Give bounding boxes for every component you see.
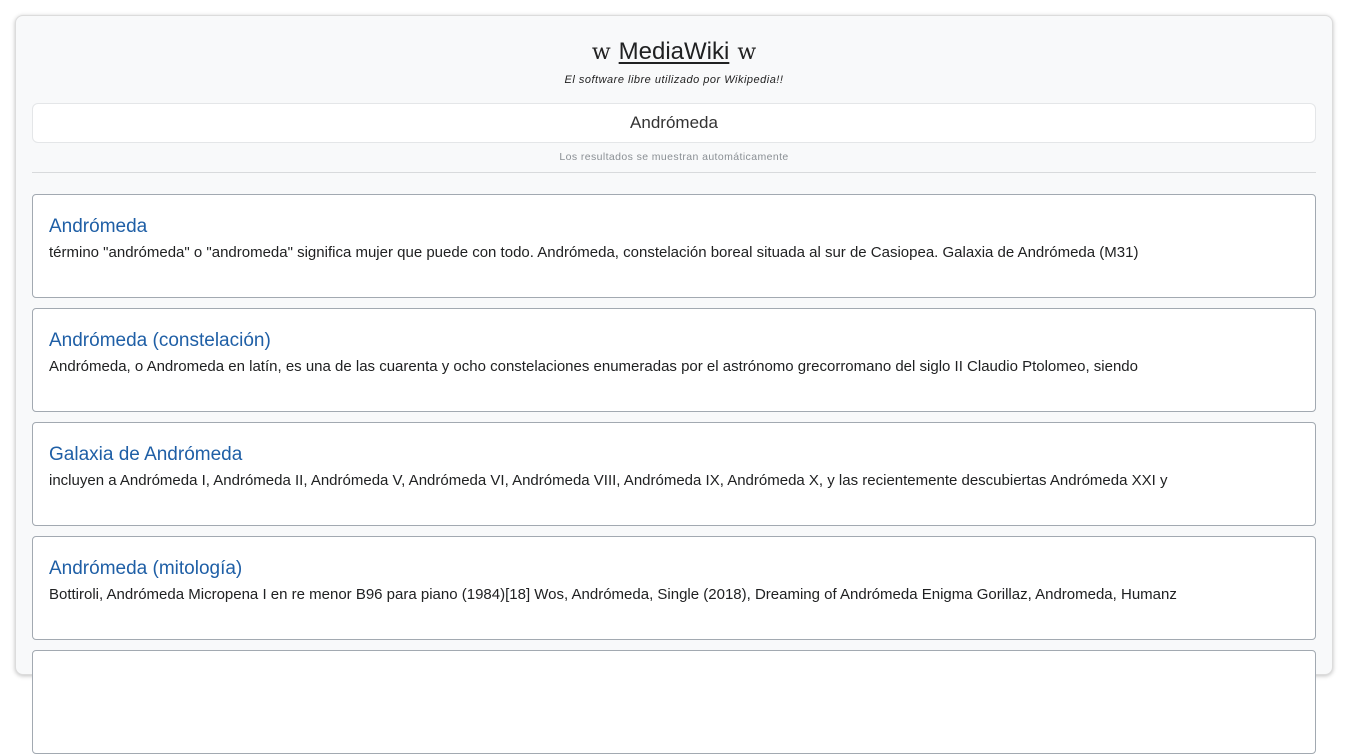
result-snippet: incluyen a Andrómeda I, Andrómeda II, Andrómeda V, Andrómeda VI, Andrómeda VIII, Andrómeda IX, Andrómeda X, y las recientemente descubiertas Andrómeda XXI y xyxy=(49,472,1168,489)
result-item xyxy=(32,308,1316,412)
site-subtitle: El software libre utilizado por Wikipedia!! xyxy=(564,74,784,86)
results-list xyxy=(32,194,1316,754)
header xyxy=(16,16,1332,86)
result-item xyxy=(32,536,1316,640)
result-snippet: Bottiroli, Andrómeda Micropena I en re menor B96 para piano (1984)[18] Wos, Andrómeda, Single (2018), Dreaming of Andrómeda Enigma Gorillaz, Andromeda, Humanz xyxy=(49,586,1177,603)
result-title-link[interactable]: Andrómeda xyxy=(49,216,148,237)
result-title-link[interactable]: Galaxia de Andrómeda xyxy=(49,444,243,465)
site-title-link[interactable]: MediaWiki xyxy=(618,38,730,65)
result-snippet: término "andrómeda" o "andromeda" significa mujer que puede con todo. Andrómeda, constelación boreal situada al sur de Casiopea. Galaxia de Andrómeda (M31) xyxy=(49,244,1139,261)
result-title-link[interactable]: Andrómeda (mitología) xyxy=(49,558,243,579)
wikipedia-logo-left-icon: w xyxy=(591,40,611,65)
app-card xyxy=(15,15,1333,675)
result-item xyxy=(32,422,1316,526)
result-item xyxy=(32,194,1316,298)
divider xyxy=(32,172,1316,173)
title-row xyxy=(16,36,1332,68)
search-input[interactable] xyxy=(33,112,1315,134)
search-box xyxy=(32,103,1316,143)
result-snippet: Andrómeda, o Andromeda en latín, es una de las cuarenta y ocho constelaciones enumeradas por el astrónomo grecorromano del siglo II Claudio Ptolomeo, siendo xyxy=(49,358,1138,375)
result-item xyxy=(32,650,1316,754)
wikipedia-logo-right-icon: w xyxy=(737,40,757,65)
search-hint: Los resultados se muestran automáticamente xyxy=(559,151,789,163)
result-title-link[interactable]: Andrómeda (constelación) xyxy=(49,330,271,351)
